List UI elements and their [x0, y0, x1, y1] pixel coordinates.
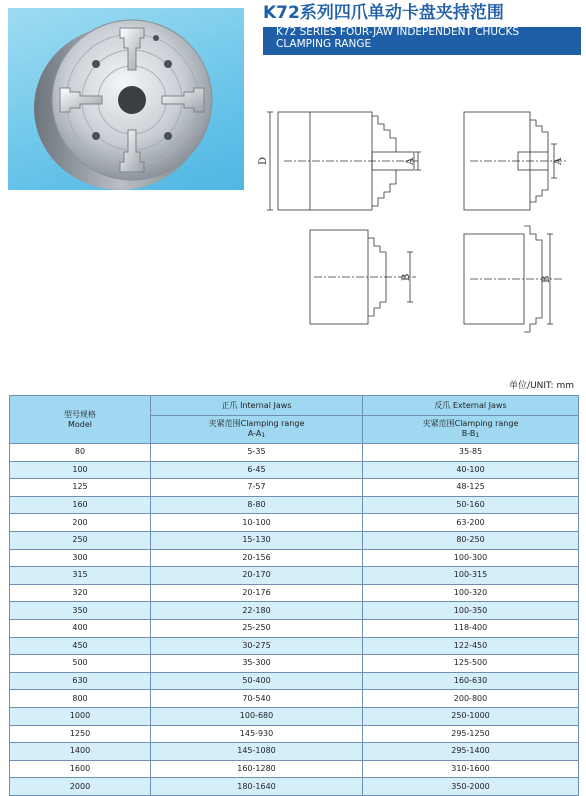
subtitle-line-1: K72 SERIES FOUR-JAW INDEPENDENT CHUCKS — [276, 26, 519, 38]
label-b-internal: B — [401, 273, 412, 281]
model-cell: 300 — [10, 549, 151, 567]
model-cell: 200 — [10, 514, 151, 532]
internal-sub-text: A-A — [247, 428, 262, 438]
external-range-cell: 250-1000 — [363, 707, 579, 725]
table-row — [10, 461, 579, 479]
model-cell: 2000 — [10, 778, 151, 796]
model-cell: 1250 — [10, 725, 151, 743]
model-cell: 250 — [10, 531, 151, 549]
model-cell: 450 — [10, 637, 151, 655]
internal-range-cell: 5-35 — [151, 444, 363, 462]
table-row — [10, 514, 579, 532]
internal-range-cell: 70-540 — [151, 690, 363, 708]
external-range-cell: 63-200 — [363, 514, 579, 532]
external-jaws-header: 反爪 External Jaws — [363, 396, 579, 416]
internal-range-cell: 8-80 — [151, 496, 363, 514]
external-range-cell: 100-350 — [363, 602, 579, 620]
four-jaw-chuck-image — [8, 8, 244, 190]
model-cell: 315 — [10, 567, 151, 585]
model-cell: 80 — [10, 444, 151, 462]
external-sub-text: B-B — [461, 428, 476, 438]
external-range-cell: 125-500 — [363, 655, 579, 673]
external-clamping-header — [363, 416, 579, 444]
model-cell: 500 — [10, 655, 151, 673]
external-range-cell: 48-125 — [363, 479, 579, 497]
external-range-cell: 100-320 — [363, 584, 579, 602]
table-row — [10, 760, 579, 778]
external-sub-index: 1 — [475, 431, 480, 439]
internal-range-cell: 20-176 — [151, 584, 363, 602]
clamping-range-table — [9, 395, 579, 796]
model-cell: 630 — [10, 672, 151, 690]
internal-clamping-sub — [151, 429, 362, 441]
unit-label: 单位/UNIT: mm — [509, 381, 574, 391]
table-row — [10, 496, 579, 514]
internal-range-cell: 10-100 — [151, 514, 363, 532]
table-row — [10, 707, 579, 725]
model-header — [10, 396, 151, 444]
model-cell: 800 — [10, 690, 151, 708]
label-a-internal: A — [405, 157, 416, 165]
internal-range-cell: 6-45 — [151, 461, 363, 479]
model-cell: 100 — [10, 461, 151, 479]
table-row — [10, 567, 579, 585]
table-row — [10, 778, 579, 796]
table-body — [10, 444, 579, 796]
chuck-product-photo — [8, 8, 244, 190]
external-range-cell: 122-450 — [363, 637, 579, 655]
internal-range-cell: 15-130 — [151, 531, 363, 549]
clamping-diagrams-svg — [250, 100, 586, 340]
external-range-cell: 100-315 — [363, 567, 579, 585]
table-row — [10, 549, 579, 567]
internal-range-cell: 22-180 — [151, 602, 363, 620]
table-row — [10, 584, 579, 602]
table-row — [10, 444, 579, 462]
model-cell: 400 — [10, 619, 151, 637]
table-row — [10, 672, 579, 690]
table-row — [10, 655, 579, 673]
label-d: D — [258, 156, 269, 165]
external-clamping-sub — [363, 429, 578, 441]
internal-range-cell: 20-170 — [151, 567, 363, 585]
internal-sub-index: 1 — [261, 431, 266, 439]
internal-range-cell: 20-156 — [151, 549, 363, 567]
label-a-external: A — [553, 157, 564, 165]
internal-clamping-label: 夹紧范围Clamping range — [208, 418, 305, 428]
page-title: K72系列四爪单动卡盘夹持范围 — [263, 3, 504, 23]
label-b-external: B — [541, 275, 552, 283]
internal-range-cell: 145-1080 — [151, 743, 363, 761]
internal-clamping-header — [151, 416, 363, 444]
external-clamping-label: 夹紧范围Clamping range — [422, 418, 519, 428]
model-cell: 1000 — [10, 707, 151, 725]
external-range-cell: 160-630 — [363, 672, 579, 690]
page-subtitle — [276, 26, 576, 50]
internal-range-cell: 160-1280 — [151, 760, 363, 778]
external-range-cell: 350-2000 — [363, 778, 579, 796]
internal-range-cell: 145-930 — [151, 725, 363, 743]
internal-range-cell: 7-57 — [151, 479, 363, 497]
table-row — [10, 690, 579, 708]
internal-jaws-header: 正爪 Internal Jaws — [151, 396, 363, 416]
external-range-cell: 310-1600 — [363, 760, 579, 778]
model-cell: 320 — [10, 584, 151, 602]
model-cell: 125 — [10, 479, 151, 497]
subtitle-line-2: CLAMPING RANGE — [276, 38, 372, 50]
jaw-diagrams — [250, 100, 586, 340]
model-cell: 160 — [10, 496, 151, 514]
internal-range-cell: 100-680 — [151, 707, 363, 725]
external-range-cell: 295-1400 — [363, 743, 579, 761]
external-range-cell: 50-160 — [363, 496, 579, 514]
model-cell: 1600 — [10, 760, 151, 778]
external-range-cell: 35-85 — [363, 444, 579, 462]
table-row — [10, 743, 579, 761]
table-row — [10, 602, 579, 620]
table-row — [10, 479, 579, 497]
external-range-cell: 118-400 — [363, 619, 579, 637]
table-row — [10, 531, 579, 549]
internal-range-cell: 35-300 — [151, 655, 363, 673]
model-cell: 1400 — [10, 743, 151, 761]
external-range-cell: 295-1250 — [363, 725, 579, 743]
internal-range-cell: 50-400 — [151, 672, 363, 690]
external-range-cell: 100-300 — [363, 549, 579, 567]
external-range-cell: 40-100 — [363, 461, 579, 479]
model-header-en: Model — [67, 419, 93, 429]
table-row — [10, 637, 579, 655]
internal-range-cell: 25-250 — [151, 619, 363, 637]
table-row — [10, 619, 579, 637]
model-header-cn: 型号规格 — [64, 409, 96, 419]
internal-range-cell: 30-275 — [151, 637, 363, 655]
external-range-cell: 80-250 — [363, 531, 579, 549]
table-row — [10, 725, 579, 743]
external-range-cell: 200-800 — [363, 690, 579, 708]
internal-range-cell: 180-1640 — [151, 778, 363, 796]
model-cell: 350 — [10, 602, 151, 620]
